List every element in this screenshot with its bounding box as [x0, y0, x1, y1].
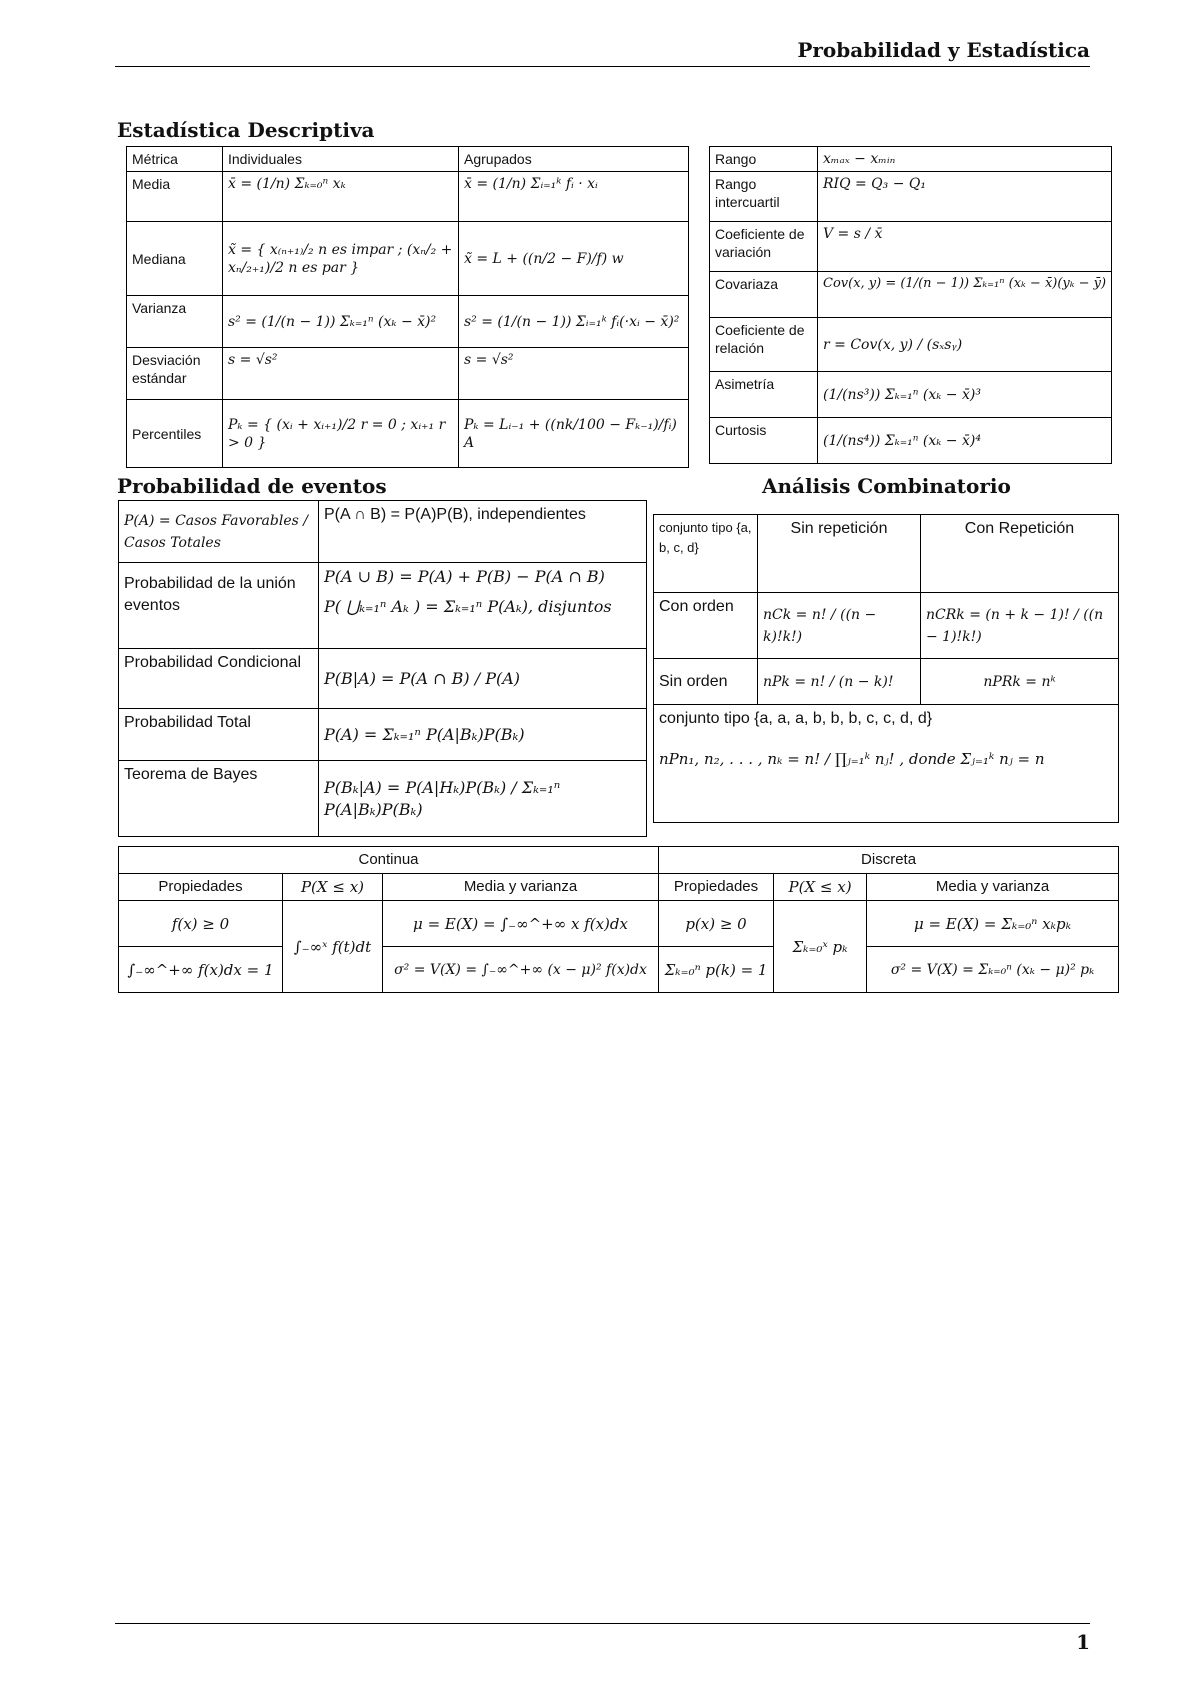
- table-row: [119, 947, 1119, 993]
- metric-label: Media: [127, 172, 223, 222]
- table-row: [710, 172, 1112, 222]
- formula-cell: ∫₋∞^+∞ f(x)dx = 1: [119, 947, 283, 993]
- column-header: Con Repetición: [921, 515, 1119, 593]
- row-label: Curtosis: [710, 418, 818, 464]
- column-header: Propiedades: [119, 874, 283, 901]
- formula-cell: s = √s²: [459, 348, 689, 400]
- formula-cell: (1/(ns⁴)) Σₖ₌₁ⁿ (xₖ − x̄)⁴: [818, 418, 1112, 464]
- footer-rule: [115, 1623, 1090, 1624]
- section-title-descriptive: Estadística Descriptiva: [117, 118, 375, 142]
- formula-cell: p(x) ≥ 0: [659, 901, 774, 947]
- metric-label: Percentiles: [127, 400, 223, 468]
- column-header: Sin repetición: [758, 515, 921, 593]
- page-number: 1: [1076, 1630, 1090, 1654]
- dispersion-table: [709, 146, 1112, 464]
- formula-cell: r = Cov(x, y) / (sₓsᵧ): [818, 318, 1112, 372]
- column-header: Individuales: [223, 147, 459, 172]
- section-title-probability: Probabilidad de eventos: [117, 474, 387, 498]
- metric-label: Desviación estándar: [127, 348, 223, 400]
- corner-cell: conjunto tipo {a, b, c, d}: [654, 515, 758, 593]
- column-header: Métrica: [127, 147, 223, 172]
- formula-cell: Cov(x, y) = (1/(n − 1)) Σₖ₌₁ⁿ (xₖ − x̄)(yₖ − ȳ): [818, 272, 1112, 318]
- formula-cell: μ = E(X) = ∫₋∞^+∞ x f(x)dx: [383, 901, 659, 947]
- table-row: [119, 761, 647, 837]
- formula-cell: nPRk = nᵏ: [921, 659, 1119, 705]
- table-header-row: [119, 874, 1119, 901]
- table-row: [654, 659, 1119, 705]
- formula-cell: Pₖ = Lᵢ₋₁ + ((nk/100 − Fₖ₋₁)/fᵢ) A: [459, 400, 689, 468]
- row-label: Sin orden: [654, 659, 758, 705]
- formula-cell: nCRk = (n + k − 1)! / ((n − 1)!k!): [921, 593, 1119, 659]
- formula-cell: s² = (1/(n − 1)) Σᵢ₌₁ᵏ fᵢ(·xᵢ − x̄)²: [459, 296, 689, 348]
- row-label: Probabilidad Total: [119, 709, 319, 761]
- row-label: Coeficiente de variación: [710, 222, 818, 272]
- formula-cell: x̃ = L + ((n/2 − F)/f) w: [459, 222, 689, 296]
- table-row: [127, 222, 689, 296]
- formula-cell: (1/(ns³)) Σₖ₌₁ⁿ (xₖ − x̄)³: [818, 372, 1112, 418]
- formula-cell: x̄ = (1/n) Σₖ₌₀ⁿ xₖ: [223, 172, 459, 222]
- combinatorics-table: [653, 514, 1119, 823]
- column-header: Media y varianza: [867, 874, 1119, 901]
- table-row: [127, 172, 689, 222]
- table-row: [654, 705, 1119, 823]
- formula-cell: x̄ = (1/n) Σᵢ₌₁ᵏ fᵢ · xᵢ: [459, 172, 689, 222]
- formula-cell: Σₖ₌₀ˣ pₖ: [774, 901, 867, 993]
- column-header: Agrupados: [459, 147, 689, 172]
- table-row: [119, 501, 647, 563]
- formula-cell: x̃ = { x₍ₙ₊₁₎/₂ n es impar ; (xₙ/₂ + xₙ/₂₊₁)/2 n es par }: [223, 222, 459, 296]
- table-row: [710, 418, 1112, 464]
- metric-label: Mediana: [127, 222, 223, 296]
- formula-cell: μ = E(X) = Σₖ₌₀ⁿ xₖpₖ: [867, 901, 1119, 947]
- row-label: Coeficiente de relación: [710, 318, 818, 372]
- row-label: Con orden: [654, 593, 758, 659]
- column-header: P(X ≤ x): [283, 874, 383, 901]
- descriptive-table: [126, 146, 689, 468]
- formula-cell: P(A ∩ B) = P(A)P(B), independientes: [319, 501, 647, 563]
- row-label: Asimetría: [710, 372, 818, 418]
- formula-cell: s = √s²: [223, 348, 459, 400]
- table-row: [127, 296, 689, 348]
- header-rule: [115, 66, 1090, 67]
- formula-cell: f(x) ≥ 0: [119, 901, 283, 947]
- table-header-row: [127, 147, 689, 172]
- formula-cell: P(B|A) = P(A ∩ B) / P(A): [319, 649, 647, 709]
- row-label: Rango: [710, 147, 818, 172]
- row-label: Probabilidad de la unión eventos: [119, 563, 319, 649]
- table-row: [119, 649, 647, 709]
- formula-cell: ∫₋∞ˣ f(t)dt: [283, 901, 383, 993]
- formula-cell: σ² = V(X) = Σₖ₌₀ⁿ (xₖ − μ)² pₖ: [867, 947, 1119, 993]
- group-header-continuous: Continua: [119, 847, 659, 874]
- table-row: [127, 348, 689, 400]
- formula-cell: [319, 563, 647, 649]
- table-row: [119, 709, 647, 761]
- table-row: [127, 400, 689, 468]
- disjoint-union-formula: P( ⋃ₖ₌₁ⁿ Aₖ ) = Σₖ₌₁ⁿ P(Aₖ), disjuntos: [324, 597, 612, 616]
- formula-cell: Σₖ₌₀ⁿ p(k) = 1: [659, 947, 774, 993]
- formula-cell: xₘₐₓ − xₘᵢₙ: [818, 147, 1112, 172]
- group-header-discrete: Discreta: [659, 847, 1119, 874]
- table-group-header-row: [119, 847, 1119, 874]
- column-header: Propiedades: [659, 874, 774, 901]
- multiset-formula-cell: [654, 705, 1119, 823]
- table-row: [710, 372, 1112, 418]
- table-row: [654, 593, 1119, 659]
- formula-cell: P(A) = Σₖ₌₁ⁿ P(A|Bₖ)P(Bₖ): [319, 709, 647, 761]
- row-label: Covariaza: [710, 272, 818, 318]
- multiset-permutation-formula: nPn₁, n₂, . . . , nₖ = n! / ∏ⱼ₌₁ᵏ nⱼ! , donde Σⱼ₌₁ᵏ nⱼ = n: [659, 750, 1045, 768]
- column-header: P(X ≤ x): [774, 874, 867, 901]
- row-label: P(A) = Casos Favorables / Casos Totales: [119, 501, 319, 563]
- table-row: [710, 318, 1112, 372]
- union-formula: P(A ∪ B) = P(A) + P(B) − P(A ∩ B): [324, 567, 605, 586]
- table-row: [119, 901, 1119, 947]
- row-label: Probabilidad Condicional: [119, 649, 319, 709]
- row-label: Rango intercuartil: [710, 172, 818, 222]
- formula-cell: P(Bₖ|A) = P(A|Hₖ)P(Bₖ) / Σₖ₌₁ⁿ P(A|Bₖ)P(Bₖ): [319, 761, 647, 837]
- section-title-combinatorics: Análisis Combinatorio: [762, 474, 1011, 498]
- formula-cell: s² = (1/(n − 1)) Σₖ₌₁ⁿ (xₖ − x̄)²: [223, 296, 459, 348]
- table-header-row: [654, 515, 1119, 593]
- table-row: [119, 563, 647, 649]
- table-row: [710, 147, 1112, 172]
- table-row: [710, 272, 1112, 318]
- probability-table: [118, 500, 647, 837]
- formula-cell: nCk = n! / ((n − k)!k!): [758, 593, 921, 659]
- document-header-title: Probabilidad y Estadística: [797, 38, 1090, 62]
- multiset-example: conjunto tipo {a, a, a, b, b, b, c, c, d, d}: [659, 710, 933, 727]
- row-label: Teorema de Bayes: [119, 761, 319, 837]
- table-row: [710, 222, 1112, 272]
- formula-cell: Pₖ = { (xᵢ + xᵢ₊₁)/2 r = 0 ; xᵢ₊₁ r > 0 }: [223, 400, 459, 468]
- column-header: Media y varianza: [383, 874, 659, 901]
- distribution-table: [118, 846, 1119, 993]
- formula-cell: σ² = V(X) = ∫₋∞^+∞ (x − μ)² f(x)dx: [383, 947, 659, 993]
- formula-cell: RIQ = Q₃ − Q₁: [818, 172, 1112, 222]
- metric-label: Varianza: [127, 296, 223, 348]
- formula-cell: nPk = n! / (n − k)!: [758, 659, 921, 705]
- formula-cell: V = s / x̄: [818, 222, 1112, 272]
